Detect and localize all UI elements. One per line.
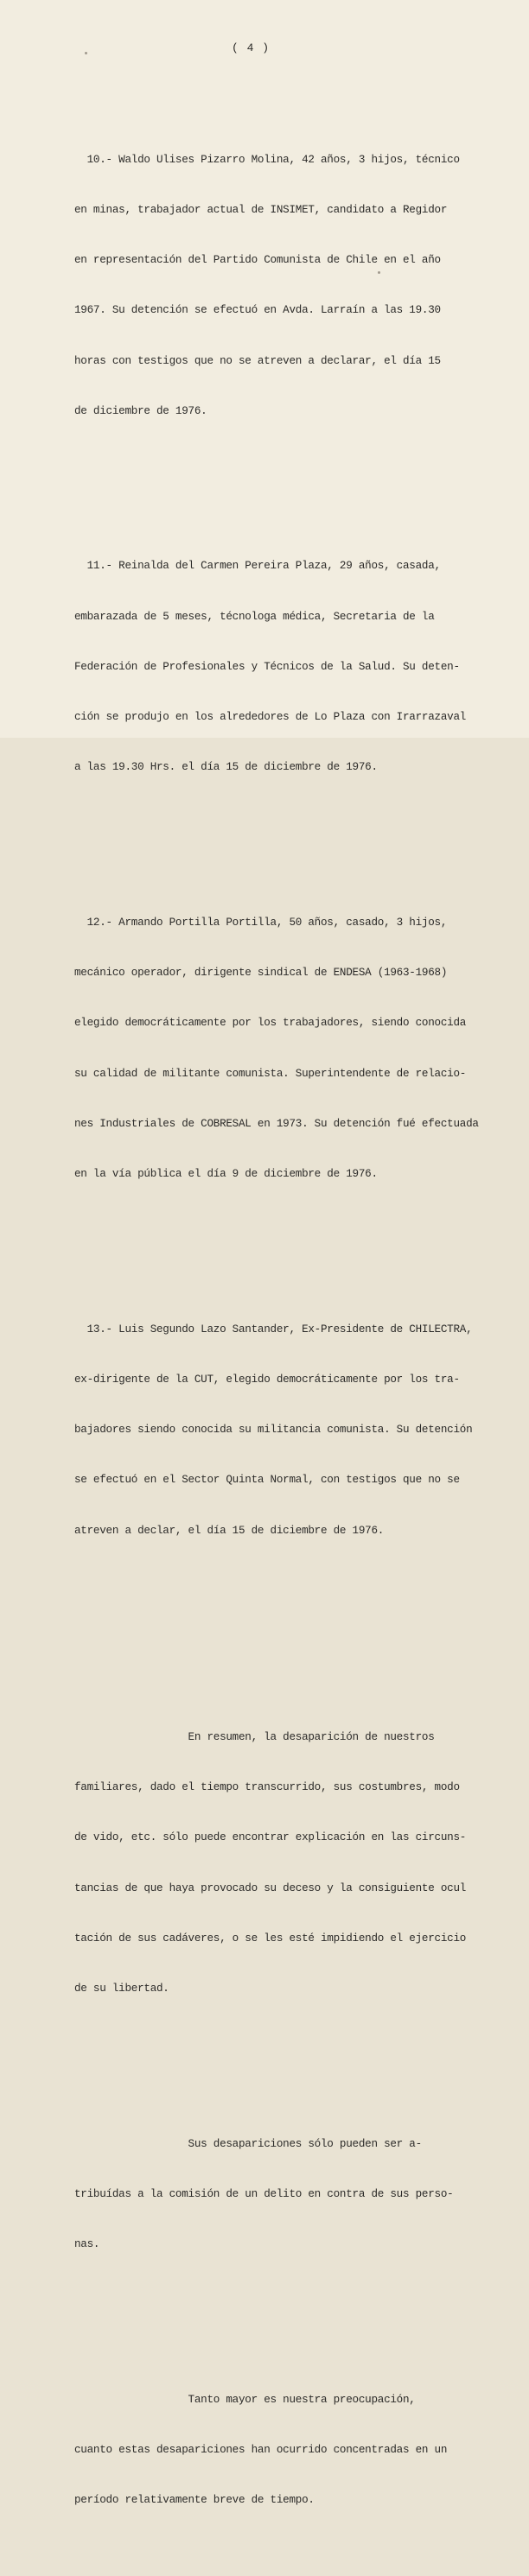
- text-line: 12.- Armando Portilla Portilla, 50 años, casado, 3 hijos,: [74, 916, 448, 929]
- text-line: atreven a declar, el día 15 de diciembre de 1976.: [74, 1524, 385, 1537]
- detainee-item-11: [74, 525, 468, 810]
- text-line: a las 19.30 Hrs. el día 15 de diciembre de 1976.: [74, 761, 378, 774]
- page-number: ( 4 ): [231, 41, 270, 54]
- summary-paragraph: [74, 1696, 468, 2031]
- text-line: horas con testigos que no se atreven a declarar, el día 15: [74, 354, 441, 367]
- disappearances-paragraph: [74, 2103, 468, 2287]
- detainee-item-12: [74, 881, 479, 1216]
- text-line: familiares, dado el tiempo transcurrido, sus costumbres, modo: [74, 1781, 460, 1794]
- text-line: nas.: [74, 2238, 100, 2251]
- text-line: de diciembre de 1976.: [74, 404, 207, 417]
- text-line: elegido democráticamente por los trabajadores, siendo conocida: [74, 1017, 467, 1030]
- text-line: en representación del Partido Comunista de Chile en el año: [74, 254, 441, 267]
- text-line: tación de sus cadáveres, o se les esté impidiendo el ejercicio: [74, 1932, 467, 1945]
- text-line: Federación de Profesionales y Técnicos de la Salud. Su deten-: [74, 660, 460, 673]
- text-line: en minas, trabajador actual de INSIMET, candidato a Regidor: [74, 203, 448, 216]
- text-line: ción se produjo en los alrededores de Lo Plaza con Irarrazaval: [74, 711, 467, 724]
- text-line: nes Industriales de COBRESAL en 1973. Su detención fué efectuada: [74, 1117, 479, 1130]
- text-line: En resumen, la desaparición de nuestros: [74, 1731, 435, 1743]
- detainee-item-10: [74, 118, 468, 454]
- text-line: 1967. Su detención se efectuó en Avda. Larraín a las 19.30: [74, 304, 441, 317]
- text-line: se efectuó en el Sector Quinta Normal, con testigos que no se: [74, 1474, 460, 1487]
- text-line: su calidad de militante comunista. Superintendente de relacio-: [74, 1067, 467, 1080]
- text-line: ex-dirigente de la CUT, elegido democráticamente por los tra-: [74, 1373, 460, 1386]
- text-line: 11.- Reinalda del Carmen Pereira Plaza, 29 años, casada,: [74, 560, 441, 573]
- text-line: embarazada de 5 meses, técnologa médica, Secretaria de la: [74, 610, 435, 623]
- paper-speck: [85, 52, 87, 54]
- text-line: 10.- Waldo Ulises Pizarro Molina, 42 años, 3 hijos, técnico: [74, 153, 460, 166]
- concern-paragraph: [74, 2358, 468, 2542]
- text-line: cuanto estas desapariciones han ocurrido concentradas en un: [74, 2444, 448, 2457]
- text-line: mecánico operador, dirigente sindical de ENDESA (1963-1968): [74, 967, 448, 980]
- text-line: bajadores siendo conocida su militancia comunista. Su detención: [74, 1424, 473, 1437]
- text-line: 13.- Luis Segundo Lazo Santander, Ex-Presidente de CHILECTRA,: [74, 1323, 473, 1336]
- document-body: [74, 85, 479, 2576]
- text-line: de su libertad.: [74, 1983, 169, 1995]
- text-line: Sus desapariciones sólo pueden ser a-: [74, 2137, 422, 2150]
- detainee-item-13: [74, 1288, 473, 1573]
- text-line: tancias de que haya provocado su deceso y la consiguiente ocul: [74, 1881, 467, 1894]
- text-line: Tanto mayor es nuestra preocupación,: [74, 2393, 416, 2406]
- text-line: en la vía pública el día 9 de diciembre de 1976.: [74, 1168, 378, 1180]
- text-line: de vido, etc. sólo puede encontrar explicación en las circuns-: [74, 1831, 467, 1844]
- text-line: tribuídas a la comisión de un delito en contra de sus perso-: [74, 2187, 454, 2200]
- text-line: período relativamente breve de tiempo.: [74, 2494, 315, 2507]
